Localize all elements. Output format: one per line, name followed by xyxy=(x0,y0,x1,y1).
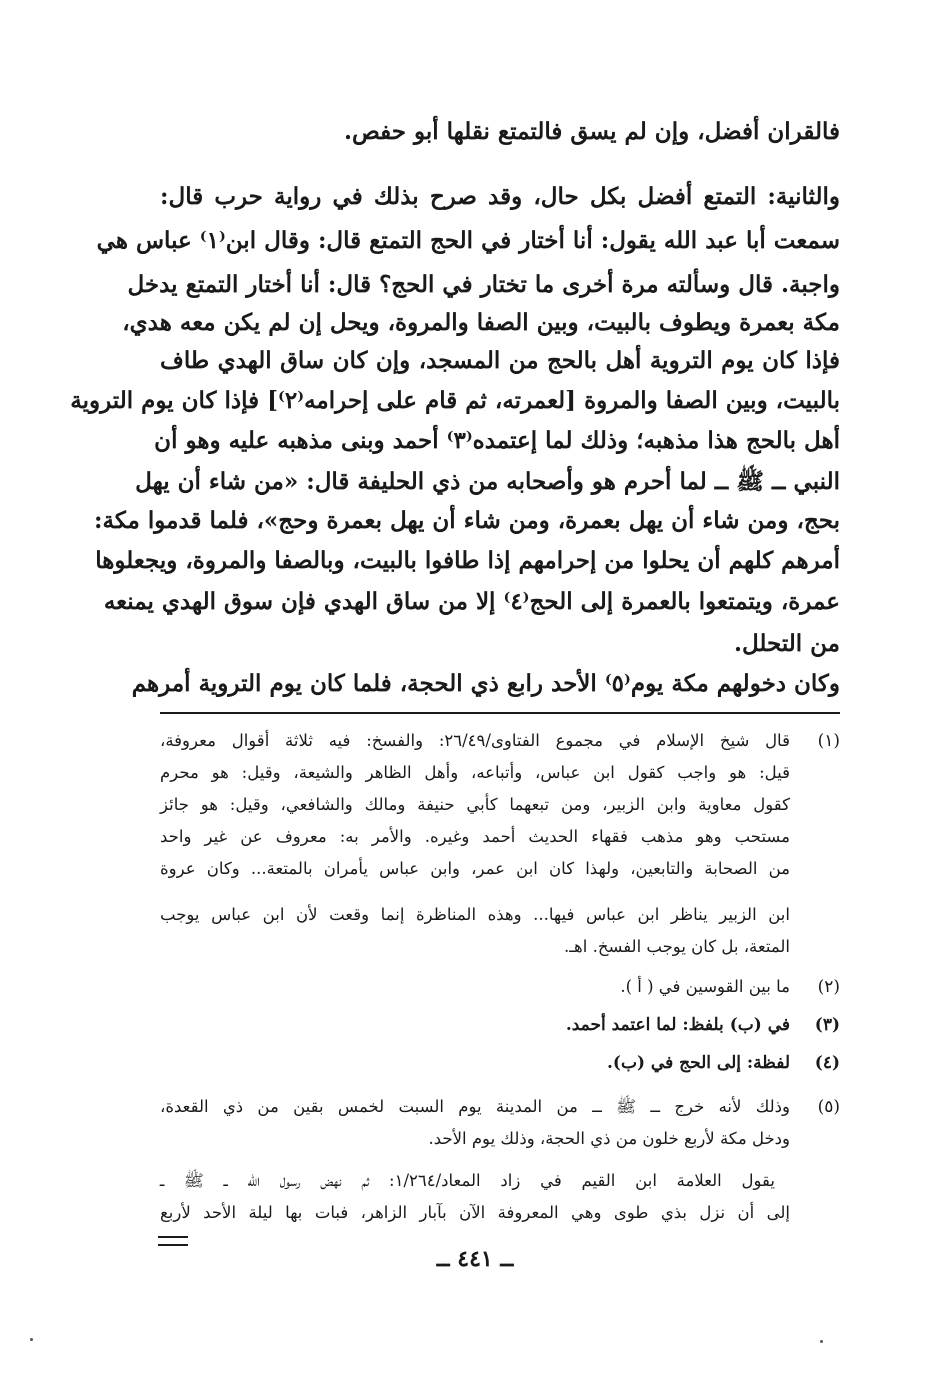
main-text-line-7: بالبيت، وبين الصفا والمروة [لعمرته، ثم قام على إحرامه⁽٢⁾] فإذا كان يوم التروية xyxy=(70,387,840,414)
footnote-2-number: (٢) xyxy=(817,977,840,997)
main-text-line-14: وكان دخولهم مكة يوم⁽٥⁾ الأحد رابع ذي الحجة، فلما كان يوم التروية أمرهم xyxy=(131,670,840,697)
footnote-5-line-2: ودخل مكة لأربع خلون من ذي الحجة، وذلك يوم الأحد. xyxy=(428,1129,790,1148)
footnote-1-line-3: كقول معاوية وابن الزبير، ومن تبعهما كأبي حنيفة ومالك والشافعي، وقيل: هو جائز xyxy=(160,795,790,814)
footnote-1-line-2: قيل: هو واجب كقول ابن عباس، وأتباعه، وأهل الظاهر والشيعة، وقيل: هو محرم xyxy=(160,763,790,782)
footnote-4-text: لفظة: إلى الحج في (ب). xyxy=(606,1053,790,1073)
main-text-line-12: عمرة، ويتمتعوا بالعمرة إلى الحج⁽٤⁾ إلا من ساق الهدي فإن سوق الهدي يمنعه xyxy=(103,588,840,615)
footnote-1-number: (١) xyxy=(817,731,840,751)
scan-speck xyxy=(30,1338,33,1341)
footnote-3-number: (٣) xyxy=(814,1015,840,1035)
main-text-line-1: فالقران أفضل، وإن لم يسق فالتمتع نقلها أبو حفص. xyxy=(343,118,840,145)
main-text-line-8: أهل بالحج هذا مذهبه؛ وذلك لما إعتمده⁽٣⁾ أحمد وبنى مذهبه عليه وهو أن xyxy=(154,427,840,454)
footnote-5-number: (٥) xyxy=(817,1097,840,1117)
main-text-line-2: والثانية: التمتع أفضل بكل حال، وقد صرح بذلك في رواية حرب قال: xyxy=(160,183,840,210)
footnote-2-text: ما بين القوسين في ( أ ). xyxy=(620,977,790,996)
main-text-line-4: واجبة. قال وسألته مرة أخرى ما تختار في الحج؟ قال: أنا أختار التمتع يدخل xyxy=(127,271,840,298)
main-text-line-6: فإذا كان يوم التروية أهل بالحج من المسجد، وإن كان ساق الهدي طاف xyxy=(160,347,840,374)
main-text-line-11: أمرهم كلهم أن يحلوا من إحرامهم إذا طافوا بالبيت، وبالصفا والمروة، ويجعلوها xyxy=(95,547,840,574)
footnote-separator xyxy=(160,712,840,714)
main-text-line-9: النبي ــ ﷺ ــ لما أحرم هو وأصحابه من ذي الحليفة قال: «من شاء أن يهل xyxy=(135,468,840,495)
footnote-1-line-5: من الصحابة والتابعين، ولهذا كان ابن عمر، وابن عباس يأمران بالمتعة... وكان عروة xyxy=(160,859,790,878)
scan-speck xyxy=(820,1340,823,1343)
footnote-1-line-7: المتعة، بل كان يوجب الفسخ. اهـ. xyxy=(563,937,790,956)
page-number: ــ ٤٤١ ــ xyxy=(436,1246,514,1272)
footnote-1-line-6: ابن الزبير يناظر ابن عباس فيها... وهذه المناظرة إنما وقعت لأن ابن عباس يوجب xyxy=(160,905,790,924)
main-text-line-5: مكة بعمرة ويطوف بالبيت، وبين الصفا والمروة، ويحل إن لم يكن معه هدي، xyxy=(122,309,840,336)
main-text-line-13: من التحلل. xyxy=(733,630,840,657)
main-text-line-3: سمعت أبا عبد الله يقول: أنا أختار في الحج التمتع قال: وقال ابن⁽١⁾ عباس هي xyxy=(96,227,840,254)
footnote-3-text: في (ب) بلفظ: لما اعتمد أحمد. xyxy=(565,1015,790,1035)
footnote-1-line-4: مستحب وهو مذهب فقهاء الحديث أحمد وغيره. والأمر به: معروف عن غير واحد xyxy=(160,827,790,846)
footnote-4-number: (٤) xyxy=(814,1053,840,1073)
footnote-1-line-1: قال شيخ الإسلام في مجموع الفتاوى/٢٦/٤٩: والفسخ: فيه ثلاثة أقوال معروفة، xyxy=(160,731,790,750)
footnote-5-line-3: يقول العلامة ابن القيم في زاد المعاد/١/٢٦٤: ثم نهض رسول الله ــ ﷺ ــ xyxy=(160,1171,775,1190)
footnote-5-line-4: إلى أن نزل بذي طوى وهي المعروفة الآن بآبار الزاهر، فبات بها ليلة الأحد لأربع xyxy=(160,1203,790,1222)
footnote-5-line-1: وذلك لأنه خرج ــ ﷺ ــ من المدينة يوم السبت لخمس بقين من ذي القعدة، xyxy=(160,1097,790,1116)
main-text-line-10: بحج، ومن شاء أن يهل بعمرة، ومن شاء أن يهل بعمرة وحج»، فلما قدموا مكة: xyxy=(94,507,840,534)
